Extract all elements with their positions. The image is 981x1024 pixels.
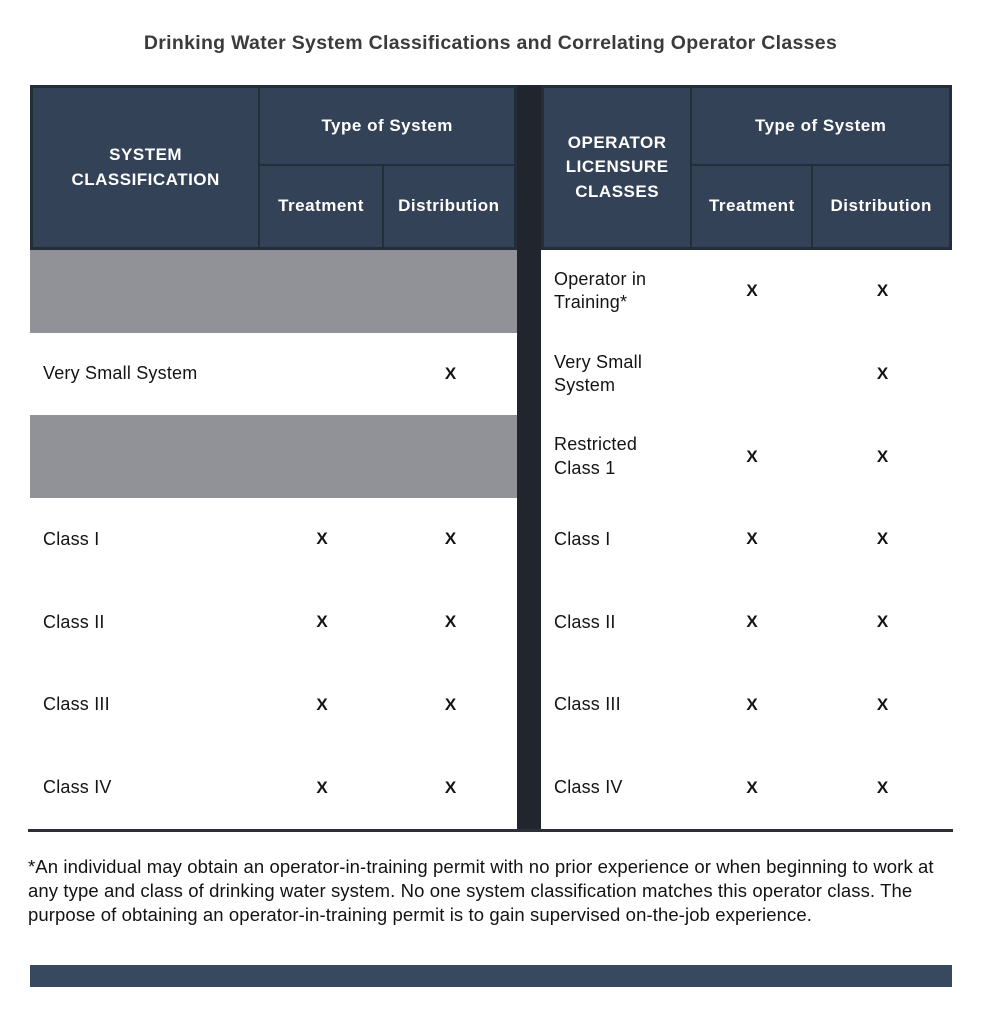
header-distribution-left: Distribution xyxy=(384,166,514,247)
row-label-cell: Operator in Training* xyxy=(554,268,647,313)
table-row-class-iv xyxy=(541,746,952,829)
table-row-very-small-system xyxy=(541,333,952,416)
distribution-cell: X xyxy=(444,694,457,714)
table-row-very-small-system xyxy=(30,333,517,416)
bottom-accent-bar xyxy=(30,965,952,987)
system-classification-table xyxy=(30,85,517,829)
treatment-cell xyxy=(691,333,813,416)
distribution-cell: X xyxy=(444,612,457,632)
header-type-of-system-right: Type of System xyxy=(692,88,949,164)
distribution-cell: X xyxy=(876,777,889,797)
row-label-cell: Very Small System xyxy=(554,351,643,396)
header-treatment-right: Treatment xyxy=(692,166,811,247)
footnote: *An individual may obtain an operator-in-training permit with no prior experience or when beginning to work at any type and class of drinking water system. No one system classification matches this operator class. The purpose of obtaining an operator-in-training permit is to gain supervised on-the-job experience. xyxy=(28,856,934,926)
distribution-cell: X xyxy=(444,777,457,797)
table-divider-bar xyxy=(517,85,541,832)
treatment-cell: X xyxy=(746,529,758,549)
treatment-cell: X xyxy=(316,694,328,714)
table-row-class-ii xyxy=(30,581,517,664)
header-system-classification: SYSTEM CLASSIFICATION xyxy=(33,88,258,247)
treatment-cell xyxy=(260,415,384,498)
treatment-cell: X xyxy=(316,777,328,797)
header-operator-licensure-classes: OPERATOR LICENSURE CLASSES xyxy=(544,88,690,247)
treatment-cell: X xyxy=(746,281,758,301)
treatment-cell xyxy=(260,250,384,333)
table-row-class-i xyxy=(30,498,517,581)
table-row-blank xyxy=(30,250,517,333)
system-classification-table-body xyxy=(30,250,517,829)
header-treatment-left: Treatment xyxy=(260,166,381,247)
distribution-cell xyxy=(384,415,517,498)
system-classification-table-header xyxy=(30,85,517,250)
table-row-class-ii xyxy=(541,581,952,664)
row-label-cell: Class III xyxy=(554,694,621,715)
operator-licensure-table xyxy=(541,85,952,829)
row-label-cell xyxy=(30,415,260,498)
operator-licensure-table-body xyxy=(541,250,952,829)
row-label-cell xyxy=(30,250,260,333)
page-title: Drinking Water System Classifications and Correlating Operator Classes xyxy=(143,32,838,54)
operator-licensure-table-header xyxy=(541,85,952,250)
row-label-cell: Class III xyxy=(43,694,110,715)
treatment-cell xyxy=(260,333,384,416)
distribution-cell: X xyxy=(876,529,889,549)
treatment-cell: X xyxy=(746,694,758,714)
distribution-cell: X xyxy=(876,281,889,301)
table-row-class-iv xyxy=(30,746,517,829)
treatment-cell: X xyxy=(746,777,758,797)
horizontal-rule xyxy=(28,829,953,832)
row-label-cell: Very Small System xyxy=(43,363,198,384)
distribution-cell: X xyxy=(876,612,889,632)
table-row-class-iii xyxy=(30,664,517,747)
treatment-cell: X xyxy=(316,529,328,549)
table-row-restricted-class-1 xyxy=(541,415,952,498)
row-label-cell: Class II xyxy=(554,611,616,632)
treatment-cell: X xyxy=(746,612,758,632)
header-distribution-right: Distribution xyxy=(813,166,949,247)
table-row-operator-in-training xyxy=(541,250,952,333)
row-label-cell: Class I xyxy=(554,528,611,549)
distribution-cell: X xyxy=(444,364,457,384)
distribution-cell: X xyxy=(876,446,889,466)
treatment-cell: X xyxy=(746,446,758,466)
table-row-blank xyxy=(30,415,517,498)
row-label-cell: Class II xyxy=(43,611,105,632)
header-type-of-system-left: Type of System xyxy=(260,88,514,164)
distribution-cell: X xyxy=(876,694,889,714)
distribution-cell: X xyxy=(444,529,457,549)
table-row-class-i xyxy=(541,498,952,581)
row-label-cell: Class I xyxy=(43,528,100,549)
distribution-cell: X xyxy=(876,364,889,384)
distribution-cell xyxy=(384,250,517,333)
table-row-class-iii xyxy=(541,664,952,747)
treatment-cell: X xyxy=(316,612,328,632)
row-label-cell: Restricted Class 1 xyxy=(554,434,638,478)
row-label-cell: Class IV xyxy=(554,776,623,797)
row-label-cell: Class IV xyxy=(43,776,112,797)
